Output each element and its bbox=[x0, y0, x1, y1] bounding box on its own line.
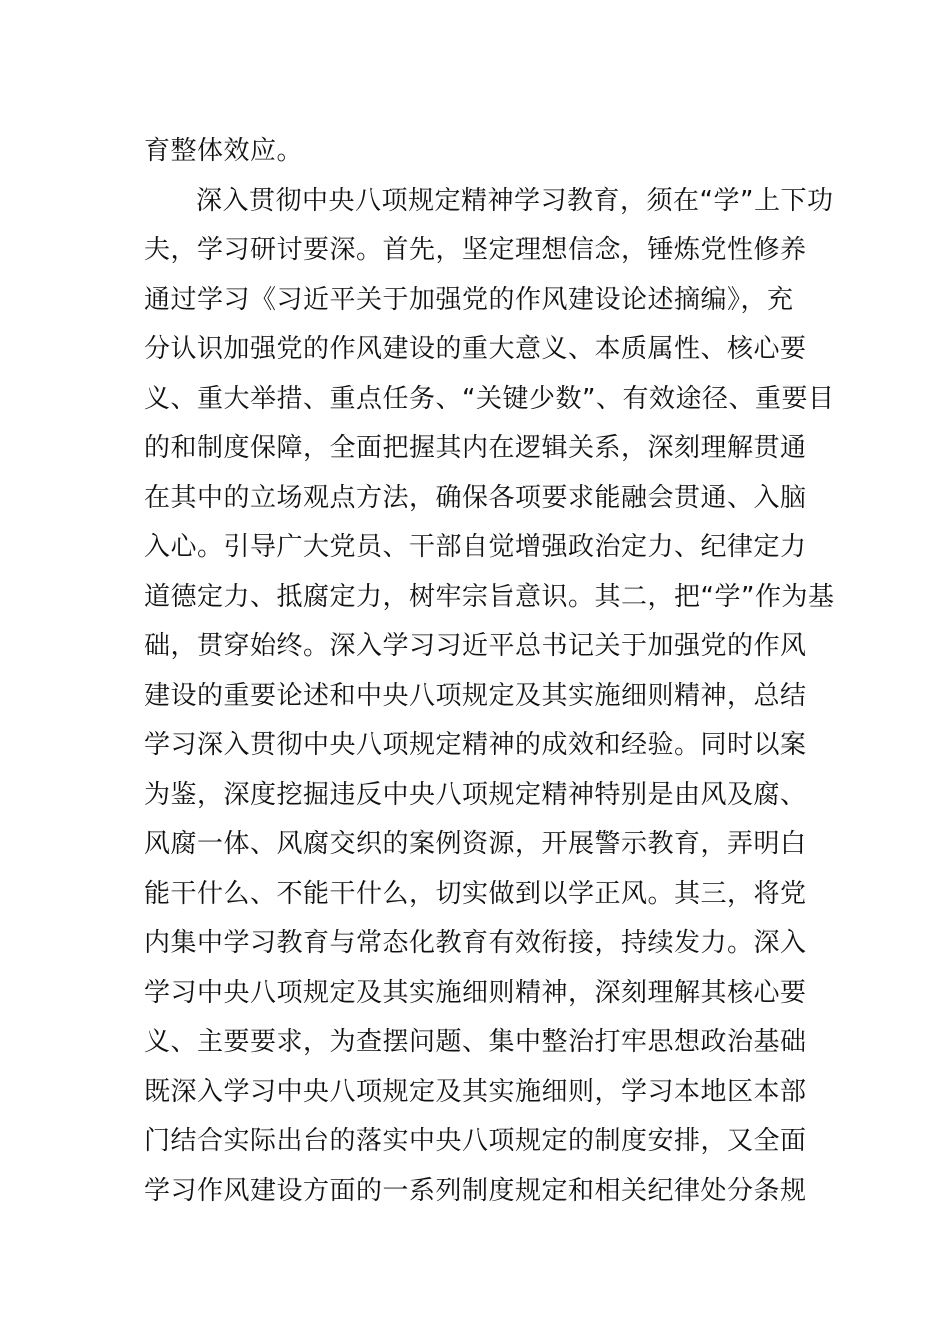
text-line: 学习中央八项规定及其实施细则精神，深刻理解其核心要 bbox=[144, 977, 807, 1008]
text-line: 学习深入贯彻中央八项规定精神的成效和经验。同时以案 bbox=[144, 730, 807, 760]
text-line: 既深入学习中央八项规定及其实施细则，学习本地区本部 bbox=[144, 1076, 807, 1107]
body-text bbox=[144, 127, 835, 1216]
text-line: 在其中的立场观点方法，确保各项要求能融会贯通、入脑 bbox=[144, 482, 807, 513]
text-line: 门结合实际出台的落实中央八项规定的制度安排，又全面 bbox=[144, 1126, 807, 1156]
text-line: 础，贯穿始终。深入学习习近平总书记关于加强党的作风 bbox=[144, 631, 807, 661]
text-line: 建设的重要论述和中央八项规定及其实施细则精神，总结 bbox=[144, 680, 807, 711]
text-line: 义、重大举措、重点任务、“关键少数”、有效途径、重要目 bbox=[144, 383, 835, 414]
text-line: 入心。引导广大党员、干部自觉增强政治定力、纪律定力 bbox=[144, 532, 807, 562]
text-line: 的和制度保障，全面把握其内在逻辑关系，深刻理解贯通 bbox=[144, 433, 807, 463]
text-line: 通过学习《习近平关于加强党的作风建设论述摘编》，充 bbox=[144, 284, 794, 315]
text-line: 能干什么、不能干什么，切实做到以学正风。其三，将党 bbox=[144, 878, 807, 909]
text-line: 内集中学习教育与常态化教育有效衔接，持续发力。深入 bbox=[144, 928, 807, 958]
text-line: 义、主要要求，为查摆问题、集中整治打牢思想政治基础 bbox=[144, 1027, 807, 1057]
text-line: 分认识加强党的作风建设的重大意义、本质属性、核心要 bbox=[144, 334, 807, 364]
text-line: 风腐一体、风腐交织的案例资源，开展警示教育，弄明白 bbox=[144, 829, 807, 859]
text-line: 学习作风建设方面的一系列制度规定和相关纪律处分条规 bbox=[144, 1175, 807, 1206]
text-line: 道德定力、抵腐定力，树牢宗旨意识。其二，把“学”作为基 bbox=[144, 581, 835, 612]
text-line: 为鉴，深度挖掘违反中央八项规定精神特别是由风及腐、 bbox=[144, 779, 807, 810]
text-line: 深入贯彻中央八项规定精神学习教育，须在“学”上下功 bbox=[196, 185, 834, 216]
text-line: 育整体效应。 bbox=[144, 136, 304, 166]
text-line: 夫，学习研讨要深。首先，坚定理想信念，锤炼党性修养 bbox=[144, 235, 807, 265]
